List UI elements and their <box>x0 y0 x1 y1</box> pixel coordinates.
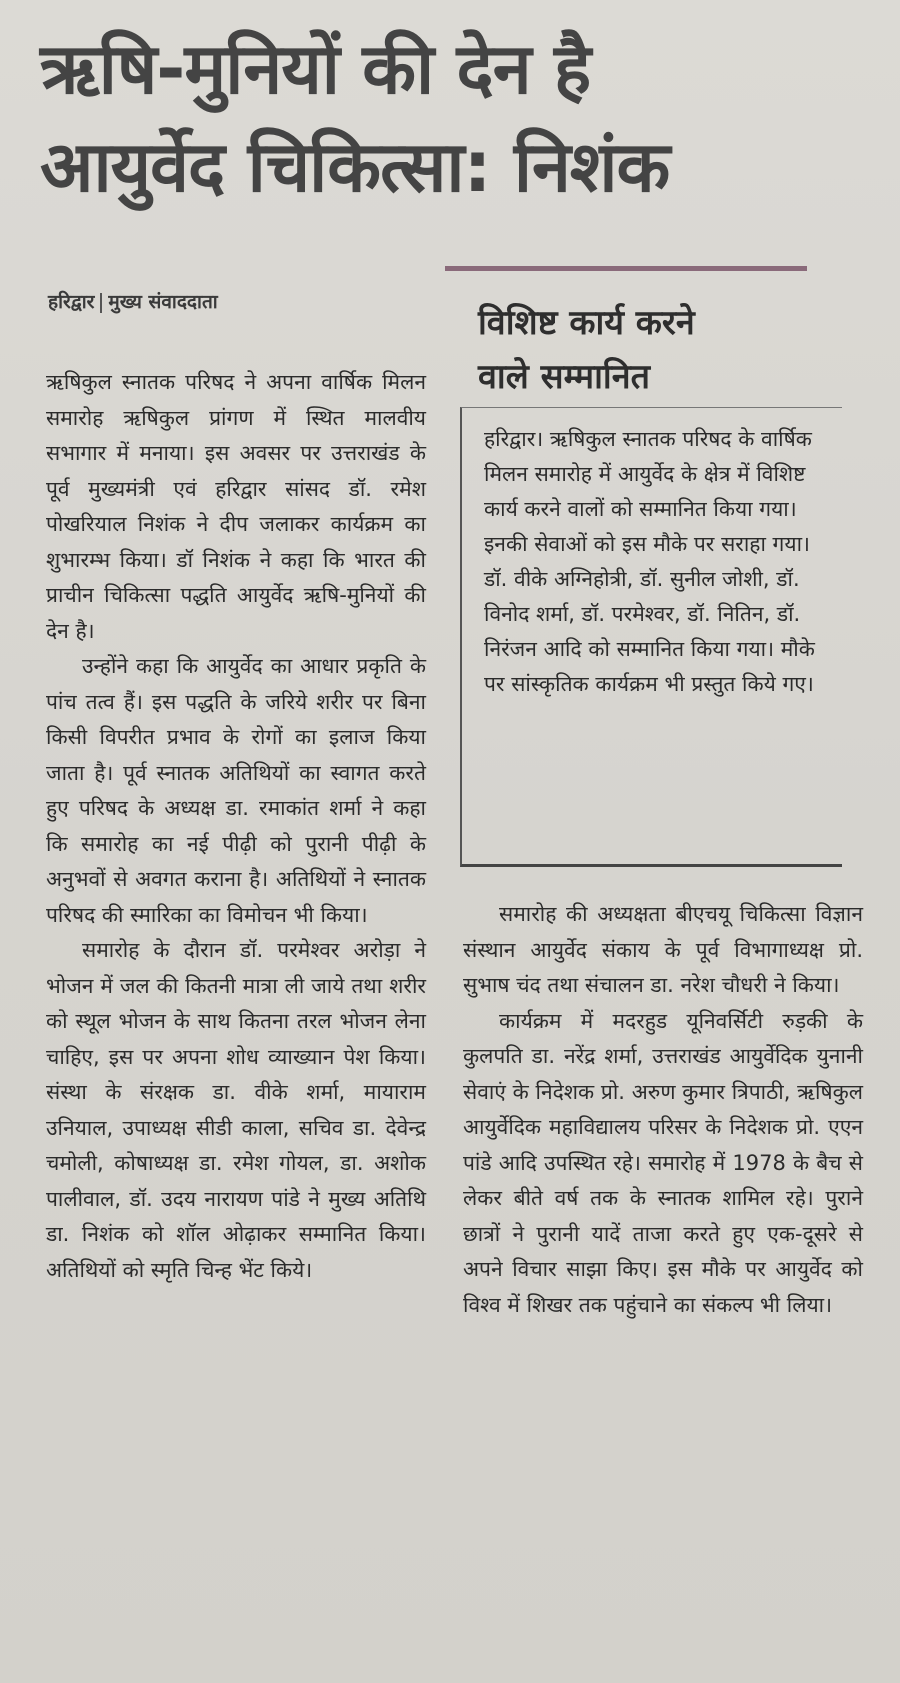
sidebar-top-rule <box>445 266 807 271</box>
sidebar-text: हरिद्वार। ऋषिकुल स्नातक परिषद के वार्षिक मिलन समारोह में आयुर्वेद के क्षेत्र में विशिष्ट कार्य करने वालों को सम्मानित किया गया। इनकी सेवाओं को इस मौके पर सराहा गया। डॉ. वीके अग्निहोत्री, डॉ. सुनील जोशी, डॉ. विनोद शर्मा, डॉ. परमेश्वर, डॉ. नितिन, डॉ. निरंजन आदि को सम्मानित किया गया। मौके पर सांस्कृतिक कार्यक्रम भी प्रस्तुत किये गए। <box>484 427 815 696</box>
article-left-column <box>46 365 426 1288</box>
headline <box>40 20 880 216</box>
article-paragraph: समारोह के दौरान डॉ. परमेश्वर अरोड़ा ने भोजन में जल की कितनी मात्रा ली जाये तथा शरीर को स्थूल भोजन के साथ कितना तरल भोजन लेना चाहिए, इस पर अपना शोध व्याख्यान पेश किया। संस्था के संरक्षक डा. वीके शर्मा, मायाराम उनियाल, उपाध्यक्ष सीडी काला, सचिव डा. देवेन्द्र चमोली, कोषाध्यक्ष डा. रमेश गोयल, डा. अशोक पालीवाल, डॉ. उदय नारायण पांडे ने मुख्य अतिथि डा. निशंक को शॉल ओढ़ाकर सम्मानित किया। अतिथियों को स्मृति चिन्ह भेंट किये। <box>46 938 426 1282</box>
headline-line-2: आयुर्वेद चिकित्सा: निशंक <box>40 126 670 208</box>
byline <box>48 288 218 314</box>
byline-reporter: मुख्य संवाददाता <box>108 291 218 313</box>
byline-separator <box>100 293 102 313</box>
sidebar-heading-line-1: विशिष्ट कार्य करने <box>478 303 695 343</box>
article-paragraph: समारोह की अध्यक्षता बीएचयू चिकित्सा विज्ञान संस्थान आयुर्वेद संकाय के पूर्व विभागाध्यक्ष प्रो. सुभाष चंद तथा संचालन डा. नरेश चौधरी ने किया। <box>463 902 863 997</box>
article-paragraph: कार्यक्रम में मदरहुड यूनिवर्सिटी रुड़की के कुलपति डा. नरेंद्र शर्मा, उत्तराखंड आयुर्वेदिक युनानी सेवाएं के निदेशक प्रो. अरुण कुमार त्रिपाठी, ऋषिकुल आयुर्वेदिक महाविद्यालय परिसर के निदेशक प्रो. एएन पांडे आदि उपस्थित रहे। समारोह में 1978 के बैच से लेकर बीते वर्ष तक के स्नातक शामिल रहे। पुराने छात्रों ने पुरानी यादें ताजा करते हुए एक-दूसरे से अपने विचार साझा किए। इस मौके पर आयुर्वेद को विश्व में शिखर तक पहुंचाने का संकल्प भी लिया। <box>463 1008 863 1317</box>
article-right-column <box>463 897 863 1323</box>
article-paragraph: उन्होंने कहा कि आयुर्वेद का आधार प्रकृति के पांच तत्व हैं। इस पद्धति के जरिये शरीर पर बिना किसी विपरीत प्रभाव के रोगों का इलाज किया जाता है। पूर्व स्नातक अतिथियों का स्वागत करते हुए परिषद के अध्यक्ष डा. रमाकांत शर्मा ने कहा कि समारोह का नई पीढ़ी को पुरानी पीढ़ी के अनुभवों से अवगत कराना है। अतिथियों ने स्नातक परिषद की स्मारिका का विमोचन भी किया। <box>46 654 426 927</box>
sidebar-heading <box>478 296 818 404</box>
article-paragraph: ऋषिकुल स्नातक परिषद ने अपना वार्षिक मिलन समारोह ऋषिकुल प्रांगण में स्थित मालवीय सभागार में मनाया। इस अवसर पर उत्तराखंड के पूर्व मुख्यमंत्री एवं हरिद्वार सांसद डॉ. रमेश पोखरियाल निशंक ने दीप जलाकर कार्यक्रम का शुभारम्भ किया। डॉ निशंक ने कहा कि भारत की प्राचीन चिकित्सा पद्धति आयुर्वेद ऋषि-मुनियों की देन है। <box>46 370 426 643</box>
headline-line-1: ऋषि-मुनियों की देन है <box>40 28 591 110</box>
byline-place: हरिद्वार <box>48 291 95 313</box>
sidebar-heading-line-2: वाले सम्मानित <box>478 357 650 397</box>
